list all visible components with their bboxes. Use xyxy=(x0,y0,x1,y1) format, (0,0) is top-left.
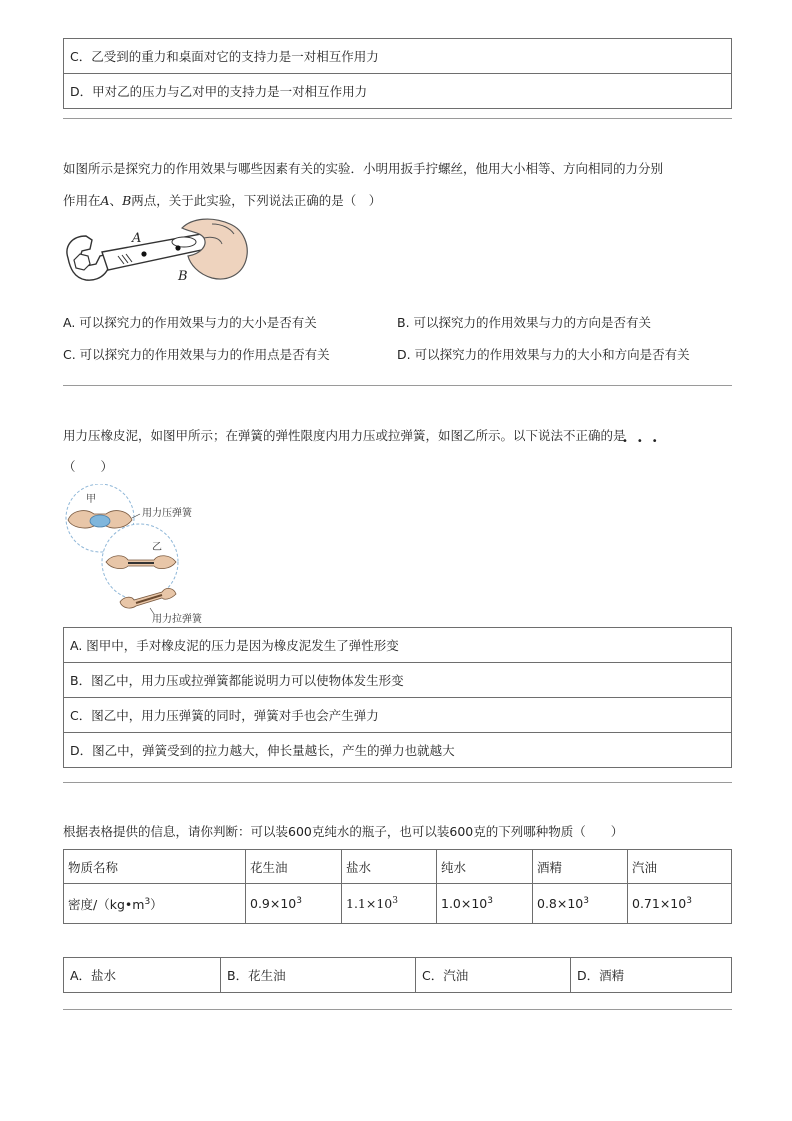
q1-point-a: A xyxy=(100,193,110,208)
density-value-exp: 3 xyxy=(487,895,493,906)
density-value-exp: 3 xyxy=(296,895,302,906)
density-value-base: 0.9×10 xyxy=(250,896,297,912)
density-header-cell: 盐水 xyxy=(342,850,437,884)
divider-2 xyxy=(63,385,732,386)
q1-option-a[interactable]: A. 可以探究力的作用效果与力的大小是否有关 xyxy=(63,315,317,330)
density-value-cell xyxy=(342,884,437,924)
density-value-exp: 3 xyxy=(583,895,589,906)
density-value-base: 0.71×10 xyxy=(632,896,687,912)
divider-3 xyxy=(63,782,732,783)
divider-4 xyxy=(63,1009,732,1010)
q0-option-d[interactable] xyxy=(64,74,732,109)
q2-option-b-text: B．图乙中，用力压或拉弹簧都能说明力可以使物体发生形变 xyxy=(64,663,732,698)
density-value-exp: 3 xyxy=(686,895,692,906)
divider-1 xyxy=(63,118,732,119)
q2-option-a-text: A. 图甲中，手对橡皮泥的压力是因为橡皮泥发生了弹性形变 xyxy=(64,628,732,663)
density-value-base: 1.0×10 xyxy=(441,896,488,912)
density-header-cell: 酒精 xyxy=(533,850,628,884)
density-row-label xyxy=(64,884,246,924)
density-value-base: 1.1×10 xyxy=(346,896,393,912)
wrench-figure xyxy=(62,216,252,290)
q2-option-d[interactable] xyxy=(64,733,732,768)
wrench-label-b: B xyxy=(178,269,188,284)
density-value-cell xyxy=(437,884,533,924)
density-header-cell: 纯水 xyxy=(437,850,533,884)
q1-option-c[interactable]: C. 可以探究力的作用效果与力的作用点是否有关 xyxy=(63,347,330,362)
q2-stem-line1: 用力压橡皮泥，如图甲所示；在弹簧的弹性限度内用力压或拉弹簧，如图乙所示。以下说法不正确的是 xyxy=(63,428,626,443)
q1-stem-line2 xyxy=(63,185,743,217)
q2-option-c[interactable] xyxy=(64,698,732,733)
q2-option-c-text: C．图乙中，用力压弹簧的同时，弹簧对手也会产生弹力 xyxy=(64,698,732,733)
q0-options-table xyxy=(63,38,732,109)
density-unit-exp: 3 xyxy=(144,896,151,907)
q3-option-b[interactable]: B．花生油 xyxy=(221,958,416,993)
label-jia: 甲 xyxy=(86,494,96,505)
wrench-label-a: A xyxy=(132,231,142,246)
density-header-cell: 物质名称 xyxy=(64,850,246,884)
q0-option-c[interactable] xyxy=(64,39,732,74)
q1-stem-pre: 作用在 xyxy=(63,193,101,208)
q3-option-a[interactable]: A．盐水 xyxy=(64,958,221,993)
q2-stem-line2: （ ） xyxy=(63,459,114,474)
emphasis-dots: ••• xyxy=(622,436,667,447)
q1-point-b: B xyxy=(122,193,132,208)
q3-stem: 根据表格提供的信息，请你判断：可以装600克纯水的瓶子，也可以装600克的下列哪种物质（ ） xyxy=(63,824,624,839)
q1-option-d[interactable]: D. 可以探究力的作用效果与力的大小和方向是否有关 xyxy=(397,347,690,362)
density-value-row xyxy=(64,884,732,924)
q0-option-c-text: C．乙受到的重力和桌面对它的支持力是一对相互作用力 xyxy=(64,39,732,74)
density-value-cell xyxy=(246,884,342,924)
q2-option-b[interactable] xyxy=(64,663,732,698)
label-pull: 用力拉弹簧 xyxy=(152,614,202,625)
density-table xyxy=(63,849,732,924)
q1-stem-post: 两点，关于此实验，下列说法正确的是（ ） xyxy=(131,193,382,208)
density-unit-text: 密度/（kg•m xyxy=(68,896,145,912)
label-press: 用力压弹簧 xyxy=(142,508,192,519)
density-unit-end: ） xyxy=(150,896,163,912)
q3-option-d[interactable]: D．酒精 xyxy=(571,958,732,993)
q2-option-d-text: D．图乙中，弹簧受到的拉力越大，伸长量越长，产生的弹力也就越大 xyxy=(64,733,732,768)
q2-option-a[interactable] xyxy=(64,628,732,663)
density-value-exp: 3 xyxy=(392,895,398,906)
spring-figure xyxy=(62,484,222,626)
q2-options-table xyxy=(63,627,732,768)
q3-options-table xyxy=(63,957,732,993)
density-value-cell xyxy=(628,884,732,924)
density-value-cell xyxy=(533,884,628,924)
density-header-row xyxy=(64,850,732,884)
q1-stem-line1: 如图所示是探究力的作用效果与哪些因素有关的实验．小明用扳手拧螺丝，他用大小相等、方向相同的力分别 xyxy=(63,161,664,176)
q1-option-b[interactable]: B. 可以探究力的作用效果与力的方向是否有关 xyxy=(397,315,652,330)
density-value-base: 0.8×10 xyxy=(537,896,584,912)
q3-option-c[interactable]: C．汽油 xyxy=(416,958,571,993)
label-yi: 乙 xyxy=(152,542,162,553)
q1-sep: 、 xyxy=(109,193,123,208)
density-header-cell: 汽油 xyxy=(628,850,732,884)
density-header-cell: 花生油 xyxy=(246,850,342,884)
q0-option-d-text: D．甲对乙的压力与乙对甲的支持力是一对相互作用力 xyxy=(64,74,732,109)
